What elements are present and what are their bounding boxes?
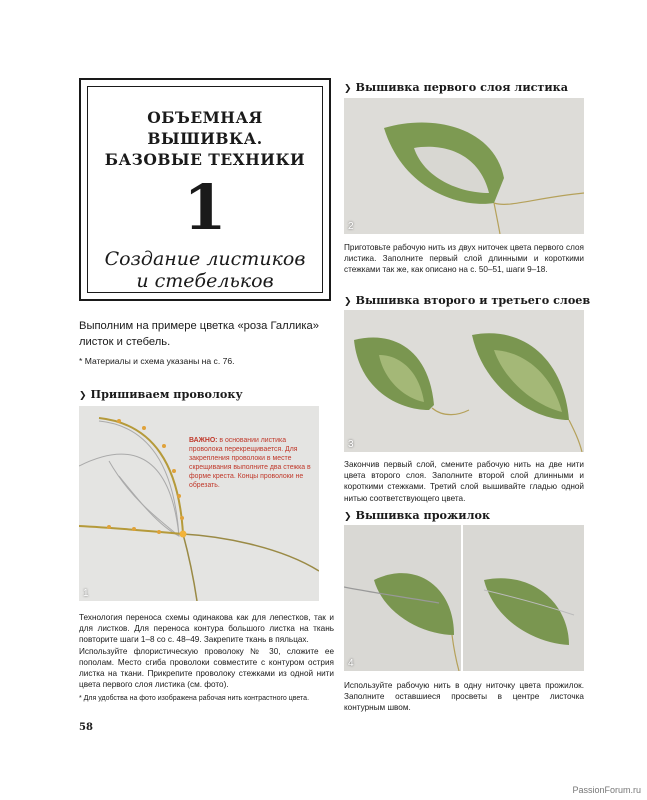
photo-first-layer bbox=[344, 98, 584, 234]
caption-footnote: * Для удобства на фото изображена рабочая нить контрастного цвета. bbox=[79, 695, 310, 703]
photo-number: 1 bbox=[83, 588, 89, 599]
photo-number: 3 bbox=[348, 439, 354, 450]
photo-number: 2 bbox=[348, 221, 354, 232]
chevron-right-icon: ❯ bbox=[344, 297, 352, 307]
callout-label: ВАЖНО: bbox=[189, 437, 218, 444]
section-heading-veins bbox=[344, 508, 490, 524]
chevron-right-icon: ❯ bbox=[344, 512, 352, 522]
section-heading-first-layer bbox=[344, 80, 568, 96]
photo-veins-illustration bbox=[344, 525, 584, 671]
chapter-number: 1 bbox=[183, 171, 227, 244]
photo-second-third-illustration bbox=[344, 310, 584, 452]
intro-text: Выполним на примере цветка «роза Галлика» листок и стебель. bbox=[79, 320, 320, 348]
caption-paragraph: Используйте флористическую проволоку № 30, сложите ее пополам. Место сгиба проволоки совместите с контуром острия листка на ткани. Прикрепите проволоку стежками из одной нити цвета первого слоя листика (см. фото). bbox=[79, 646, 334, 690]
section-heading-second-third bbox=[344, 293, 590, 309]
photo-second-third bbox=[344, 310, 584, 452]
chevron-right-icon: ❯ bbox=[79, 391, 87, 401]
heading-label: Вышивка второго и третьего слоев bbox=[355, 293, 591, 307]
section-heading-wire bbox=[79, 387, 243, 403]
caption-first-layer: Приготовьте рабочую нить из двух ниточек цвета первого слоя листика. Заполните первый слой длинными и короткими стежками так же, как описано на с. 50–51, шаги 9–18. bbox=[344, 243, 584, 275]
caption-veins: Используйте рабочую нить в одну ниточку цвета прожилок. Заполните оставшиеся просветы в центре листочка контурным швом. bbox=[344, 681, 584, 713]
chapter-title-box bbox=[79, 78, 331, 301]
caption-wire bbox=[79, 612, 334, 705]
page-number: 58 bbox=[79, 722, 93, 733]
chapter-subtitle: Создание листиков и стебельков bbox=[104, 248, 306, 292]
photo-veins bbox=[344, 525, 584, 671]
title-inner-frame bbox=[87, 86, 323, 293]
chapter-title: ОБЪЕМНАЯ ВЫШИВКА. БАЗОВЫЕ ТЕХНИКИ bbox=[104, 108, 306, 169]
intro-note: * Материалы и схема указаны на с. 76. bbox=[79, 356, 235, 366]
watermark: PassionForum.ru bbox=[572, 785, 641, 795]
photo-first-layer-illustration bbox=[344, 98, 584, 234]
chevron-right-icon: ❯ bbox=[344, 84, 352, 94]
heading-label: Пришиваем проволоку bbox=[90, 387, 243, 401]
caption-paragraph: Технология переноса схемы одинакова как для лепестков, так и для листков. Для переноса контура большого листка на ткань повторите шаги 1–8 со с. 48–49. Закрепите ткань в пяльцах. bbox=[79, 613, 334, 645]
heading-label: Вышивка прожилок bbox=[355, 508, 491, 522]
caption-second-third: Закончив первый слой, смените рабочую нить на две нити цвета второго слоя. Заполните второй слой длинными и короткими стежками. Третий слой вышивайте гладью одной нитью соответствующего цвета. bbox=[344, 460, 584, 503]
heading-label: Вышивка первого слоя листика bbox=[355, 80, 568, 94]
callout-text: в основании листика проволока перекрещивается. Для закрепления проволоки в месте скрещивания выполните два стежка в форме креста. Концы проволоки не обрезать. bbox=[189, 437, 311, 489]
photo-number: 4 bbox=[348, 658, 354, 669]
important-callout bbox=[189, 436, 313, 490]
